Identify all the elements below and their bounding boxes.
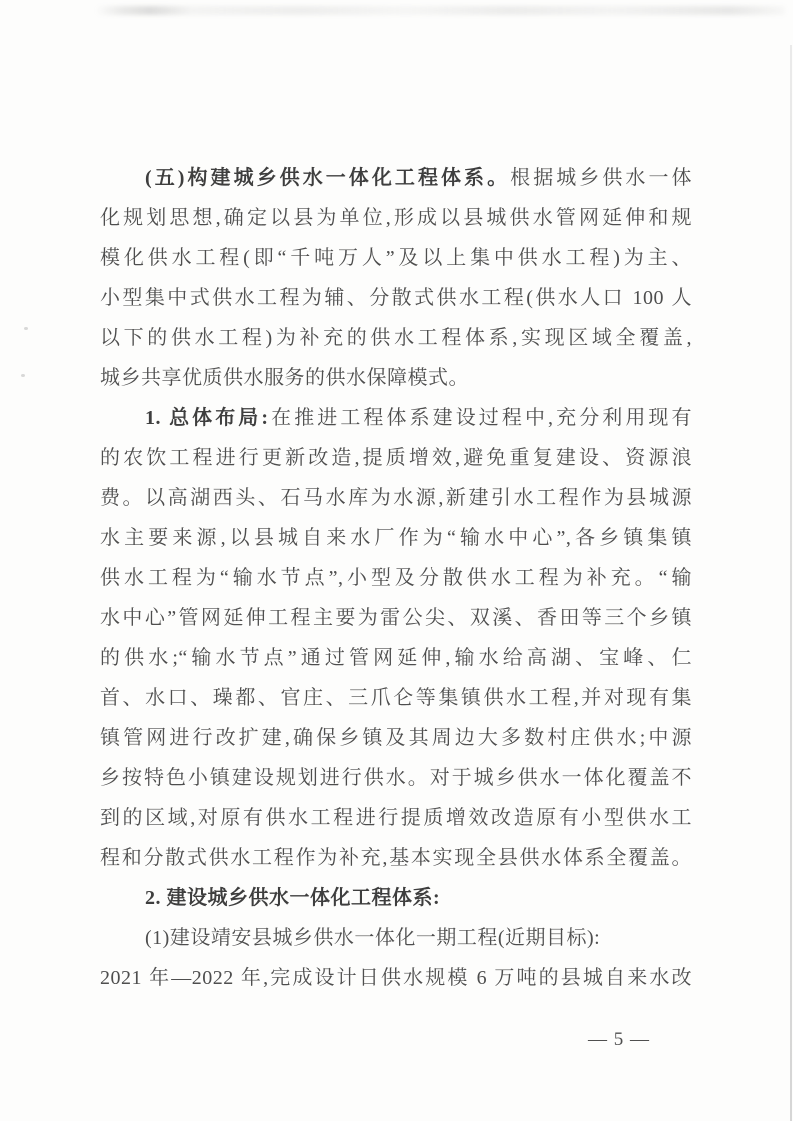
text-line xyxy=(100,918,692,958)
text-run: (1)建设靖安县城乡供水一体化一期工程(近期目标): xyxy=(145,927,601,949)
text-run: 根据城乡供水一体 xyxy=(510,167,692,189)
scan-artifact-right-edge xyxy=(790,45,792,1121)
text-line xyxy=(100,518,692,558)
document-body xyxy=(100,158,692,998)
text-line xyxy=(100,838,692,878)
text-line xyxy=(100,558,692,598)
text-run: 镇管网进行改扩建,确保乡镇及其周边大多数村庄供水;中源 xyxy=(100,727,692,749)
text-run: 费。以高湖西头、石马水库为水源,新建引水工程作为县城源 xyxy=(100,487,692,509)
page-number: — 5 — xyxy=(588,1029,650,1050)
text-line xyxy=(100,958,692,998)
numbered-heading-bold: 2. 建设城乡供水一体化工程体系: xyxy=(145,887,441,909)
text-line xyxy=(100,718,692,758)
text-line xyxy=(100,318,692,358)
text-run: 乡按特色小镇建设规划进行供水。对于城乡供水一体化覆盖不 xyxy=(100,767,692,789)
text-run: 2021 年—2022 年,完成设计日供水规模 6 万吨的县城自来水改 xyxy=(100,967,692,989)
text-line xyxy=(100,198,692,238)
scan-artifact-speck xyxy=(21,374,25,377)
text-run: 首、水口、璪都、官庄、三爪仑等集镇供水工程,并对现有集 xyxy=(100,687,692,709)
text-run: 城乡共享优质供水服务的供水保障模式。 xyxy=(100,367,469,389)
text-line xyxy=(100,158,692,198)
text-line xyxy=(100,358,692,398)
numbered-heading-bold: 1. 总体布局: xyxy=(145,407,269,429)
text-line xyxy=(100,278,692,318)
text-line xyxy=(100,758,692,798)
text-run: 化规划思想,确定以县为单位,形成以县城供水管网延伸和规 xyxy=(100,207,692,229)
text-run: 供水工程为“输水节点”,小型及分散供水工程为补充。“输 xyxy=(100,567,692,589)
text-run: 小型集中式供水工程为辅、分散式供水工程(供水人口 100 人 xyxy=(100,287,692,309)
text-line xyxy=(100,598,692,638)
text-line xyxy=(100,638,692,678)
text-line xyxy=(100,878,692,918)
text-run: 在推进工程体系建设过程中,充分利用现有 xyxy=(268,407,692,429)
section-heading-bold: (五)构建城乡供水一体化工程体系。 xyxy=(145,167,511,189)
text-line xyxy=(100,238,692,278)
text-run: 模化供水工程(即“千吨万人”及以上集中供水工程)为主、 xyxy=(100,247,692,269)
text-line xyxy=(100,678,692,718)
text-line xyxy=(100,398,692,438)
text-run: 水中心”管网延伸工程主要为雷公尖、双溪、香田等三个乡镇 xyxy=(100,607,692,629)
text-run: 到的区域,对原有供水工程进行提质增效改造原有小型供水工 xyxy=(100,807,692,829)
text-run: 水主要来源,以县城自来水厂作为“输水中心”,各乡镇集镇 xyxy=(100,527,692,549)
text-run: 以下的供水工程)为补充的供水工程体系,实现区域全覆盖, xyxy=(100,327,692,349)
text-line xyxy=(100,478,692,518)
scan-artifact-top-edge xyxy=(95,6,785,15)
text-line xyxy=(100,798,692,838)
text-run: 的供水;“输水节点”通过管网延伸,输水给高湖、宝峰、仁 xyxy=(100,647,692,669)
text-run: 程和分散式供水工程作为补充,基本实现全县供水体系全覆盖。 xyxy=(100,847,692,869)
scan-artifact-speck xyxy=(24,327,28,330)
text-run: 的农饮工程进行更新改造,提质增效,避免重复建设、资源浪 xyxy=(100,447,692,469)
text-line xyxy=(100,438,692,478)
